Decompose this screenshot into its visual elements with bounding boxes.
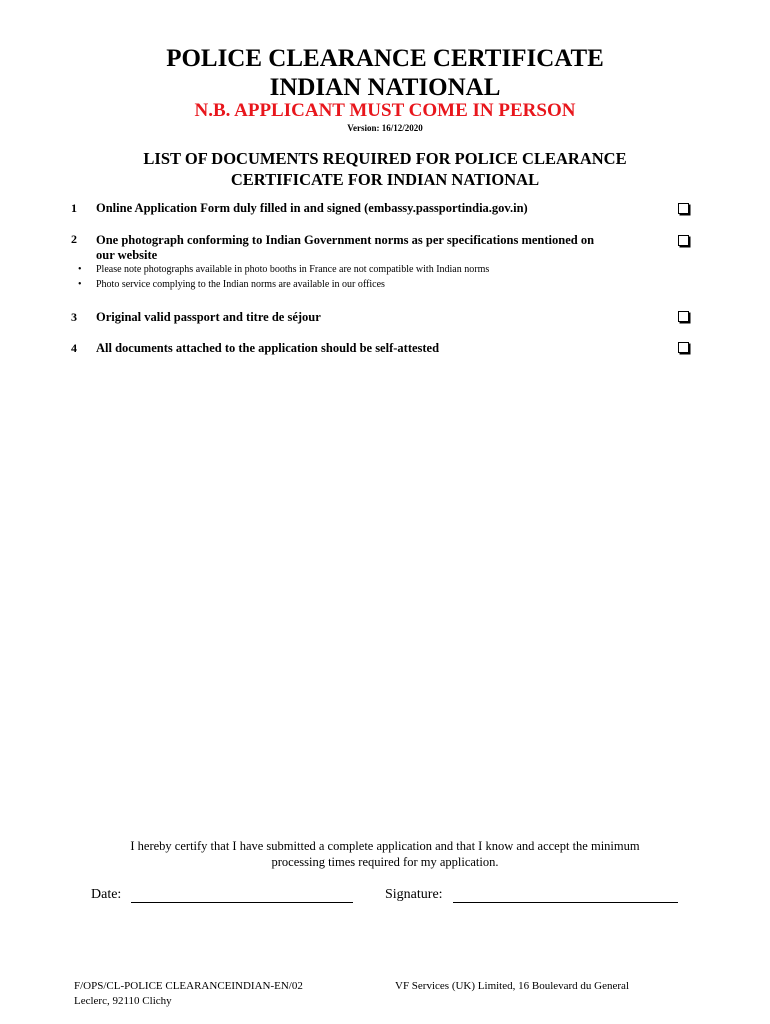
applicant-notice: N.B. APPLICANT MUST COME IN PERSON	[194, 100, 576, 121]
item-number-4: 4	[71, 341, 77, 355]
item-text-2	[96, 233, 676, 263]
item-text-4: All documents attached to the application should be self-attested	[96, 341, 440, 355]
empty-checkbox-icon[interactable]	[678, 342, 689, 353]
certification-line2: processing times required for my application.	[271, 855, 499, 869]
footer-left-line1: F/OPS/CL-POLICE CLEARANCEINDIAN-EN/02	[74, 980, 303, 992]
page-title-line2: INDIAN NATIONAL	[269, 74, 501, 101]
item-text-2-line2: our website	[96, 248, 158, 262]
version-label: Version: 16/12/2020	[347, 123, 423, 133]
bullet-icon: •	[78, 264, 82, 275]
date-field[interactable]	[131, 902, 353, 903]
bullet-icon: •	[78, 279, 82, 290]
empty-checkbox-icon[interactable]	[678, 311, 689, 322]
item-text-3: Original valid passport and titre de séjour	[96, 310, 321, 324]
date-label: Date:	[91, 887, 122, 902]
signature-field[interactable]	[453, 902, 678, 903]
footer-left-line2: Leclerc, 92110 Clichy	[74, 995, 172, 1007]
empty-checkbox-icon[interactable]	[678, 235, 689, 246]
certification-statement	[60, 838, 710, 870]
footer-reference	[74, 979, 303, 1009]
empty-checkbox-icon[interactable]	[678, 203, 689, 214]
list-title-line2: CERTIFICATE FOR INDIAN NATIONAL	[230, 170, 540, 189]
footer-address: VF Services (UK) Limited, 16 Boulevard du General	[395, 980, 629, 992]
item-number-2: 2	[71, 232, 77, 246]
item-number-1: 1	[71, 201, 77, 215]
signature-label: Signature:	[385, 887, 443, 902]
item-number-3: 3	[71, 310, 77, 324]
page-title-line1: POLICE CLEARANCE CERTIFICATE	[166, 45, 604, 72]
photo-note-bullet-1: Please note photographs available in photo booths in France are not compatible with Indian norms	[96, 264, 490, 275]
photo-note-bullet-2: Photo service complying to the Indian norms are available in our offices	[96, 279, 385, 290]
list-title-line1: LIST OF DOCUMENTS REQUIRED FOR POLICE CLEARANCE	[143, 149, 627, 168]
certification-line1: I hereby certify that I have submitted a complete application and that I know and accept the minimum	[130, 839, 640, 853]
item-text-1: Online Application Form duly filled in and signed (embassy.passportindia.gov.in)	[96, 201, 528, 215]
item-text-2-line1: One photograph conforming to Indian Government norms as per specifications mentioned on	[96, 233, 595, 247]
